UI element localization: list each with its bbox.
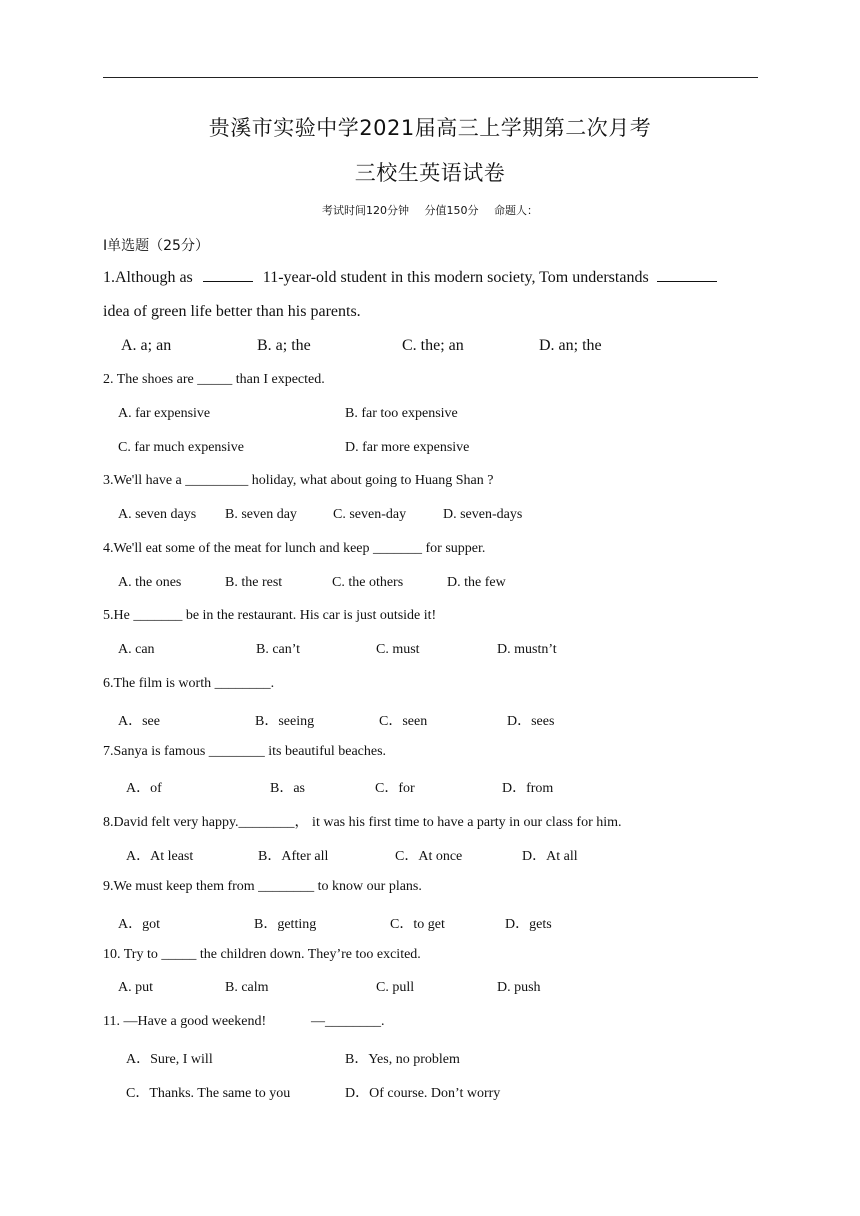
answer-blank — [203, 269, 253, 282]
question-7-option-a: A．of — [126, 781, 162, 796]
question-3-option-c: C. seven-day — [333, 507, 407, 522]
question-5-option-d: D. mustn’t — [497, 642, 557, 657]
question-8-option-d: D．At all — [522, 849, 578, 864]
question-11-reply: —________. — [311, 1014, 385, 1029]
question-5-stem: 5.He _______ be in the restaurant. His car is just outside it! — [103, 608, 437, 623]
question-3-option-a: A. seven days — [118, 507, 197, 522]
question-1-option-b: B. a; the — [257, 337, 311, 354]
question-8-option-a: A．At least — [126, 849, 194, 864]
question-1-option-c: C. the; an — [402, 337, 464, 354]
question-3-option-d: D. seven-days — [443, 507, 523, 522]
question-7-option-c: C．for — [375, 781, 415, 796]
question-9-option-d: D．gets — [505, 917, 552, 932]
question-10-option-b: B. calm — [225, 980, 269, 995]
question-1-stem-cont: idea of green life better than his parents. — [103, 303, 361, 320]
question-1-stem: 1.Although as 11-year-old student in this modern society, Tom understands — [103, 269, 717, 287]
section-title: Ⅰ单选题（25分） — [103, 238, 209, 254]
question-11-option-b: B．Yes, no problem — [345, 1052, 460, 1067]
header-rule — [103, 77, 758, 78]
question-4-option-d: D. the few — [447, 575, 506, 590]
question-6-stem: 6.The film is worth ________. — [103, 676, 275, 691]
question-9-option-b: B．getting — [254, 917, 317, 932]
exam-info — [0, 202, 860, 218]
question-3-stem: 3.We'll have a _________ holiday, what about going to Huang Shan ? — [103, 473, 494, 488]
question-11-option-d: D．Of course. Don’t worry — [345, 1086, 501, 1101]
question-9-stem: 9.We must keep them from ________ to know our plans. — [103, 879, 422, 894]
question-8-option-c: C．At once — [395, 849, 463, 864]
exam-score: 分值150分 — [424, 204, 479, 217]
question-11-stem: 11. —Have a good weekend! — [103, 1014, 267, 1029]
question-4-option-a: A. the ones — [118, 575, 182, 590]
question-9-option-c: C．to get — [390, 917, 445, 932]
question-5-option-b: B. can’t — [256, 642, 301, 657]
question-4-option-c: C. the others — [332, 575, 404, 590]
question-7-stem: 7.Sanya is famous ________ its beautiful beaches. — [103, 744, 387, 759]
question-10-option-d: D. push — [497, 980, 541, 995]
question-5-option-a: A. can — [118, 642, 155, 657]
exam-author: 命题人： — [494, 204, 538, 217]
question-4-stem: 4.We'll eat some of the meat for lunch and keep _______ for supper. — [103, 541, 486, 556]
question-6-option-b: B．seeing — [255, 714, 315, 729]
question-2-option-c: C. far much expensive — [118, 440, 244, 455]
question-1-option-d: D. an; the — [539, 337, 602, 354]
question-2-option-a: A. far expensive — [118, 406, 211, 421]
question-2-option-b: B. far too expensive — [345, 406, 458, 421]
question-10-stem: 10. Try to _____ the children down. They’re too excited. — [103, 947, 421, 962]
question-5-option-c: C. must — [376, 642, 420, 657]
question-2-stem: 2. The shoes are _____ than I expected. — [103, 372, 325, 387]
question-8-option-b: B．After all — [258, 849, 329, 864]
question-4-option-b: B. the rest — [225, 575, 283, 590]
question-6-option-a: A．see — [118, 714, 160, 729]
exam-time: 考试时间120分钟 — [322, 204, 409, 217]
question-6-option-d: D．sees — [507, 714, 555, 729]
question-6-option-c: C．seen — [379, 714, 428, 729]
question-1-option-a: A. a; an — [121, 337, 172, 354]
question-10-option-c: C. pull — [376, 980, 415, 995]
answer-blank — [657, 269, 717, 282]
question-8-stem: 8.David felt very happy.________， it was his first time to have a party in our class for him. — [103, 815, 622, 830]
question-2-option-d: D. far more expensive — [345, 440, 470, 455]
question-3-option-b: B. seven day — [225, 507, 297, 522]
question-11-option-a: A．Sure, I will — [126, 1052, 213, 1067]
question-10-option-a: A. put — [118, 980, 153, 995]
question-9-option-a: A．got — [118, 917, 160, 932]
exam-subtitle: 三校生英语试卷 — [354, 161, 506, 185]
question-11-option-c: C．Thanks. The same to you — [126, 1086, 291, 1101]
question-7-option-d: D．from — [502, 781, 554, 796]
exam-title: 贵溪市实验中学2021届高三上学期第二次月考 — [208, 116, 652, 140]
question-7-option-b: B．as — [270, 781, 305, 796]
